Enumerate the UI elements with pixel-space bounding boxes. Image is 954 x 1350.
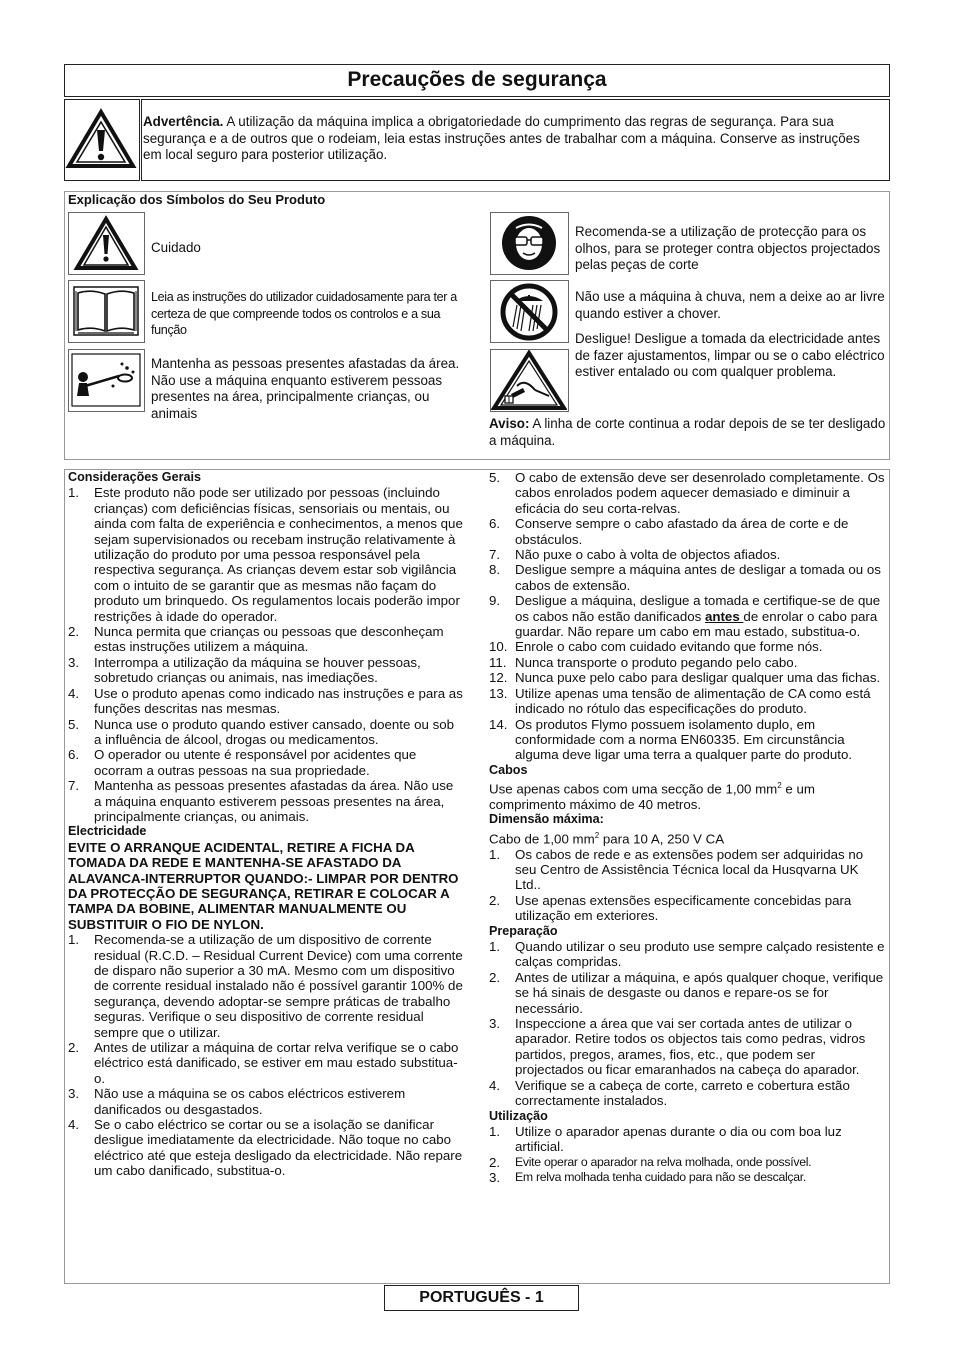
notice-body: A linha de corte continua a rodar depois de se ter desligado a máquina.: [489, 416, 886, 448]
max-dimension-list: [489, 847, 886, 924]
max-dimension-text: Cabo de 1,00 $mm^2$ para 10 A, 250 V CA: [489, 830, 725, 847]
page-title: Precauções de segurança: [64, 64, 890, 97]
list-item: 2. Antes de utilizar a máquina, e após qualquer choque, verifique se há sinais de desgaste ou danos e repare-os se for necessário.: [489, 969, 884, 1016]
unplug-warning-icon: [491, 350, 567, 410]
caution-text: Cuidado: [151, 240, 201, 255]
list-item: 7. Não puxe o cabo à volta de objectos afiados.: [489, 547, 781, 563]
manual-text: Leia as instruções do utilizador cuidadosamente para ter a certeza de que compreende todos os controlos e a sua função: [151, 290, 457, 337]
warning-body: A utilização da máquina implica a obrigatoriedade do cumprimento das regras de segurança. Para sua segurança e a de outros que o rodeiam, leia estas instruções antes de trabalhar com a máquina. Conserve as instruções em local seguro para posterior utilização.: [143, 114, 860, 162]
open-book-icon: [69, 281, 143, 341]
list-item: 11. Nunca transporte o produto pegando pelo cabo.: [489, 654, 798, 670]
list-item: 3. Em relva molhada tenha cuidado para não se descalçar.: [489, 1170, 807, 1186]
max-dimension-heading: Dimensão máxima:: [489, 812, 604, 827]
eye-protection-icon: [491, 213, 567, 273]
list-item: 4. Verifique se a cabeça de corte, carreto e cobertura estão correctamente instalados.: [489, 1077, 850, 1109]
right-column: [489, 470, 886, 1186]
list-item: 1. Este produto não pode ser utilizado por pessoas (incluindo crianças) com deficiências físicas, sensoriais ou mentais, ou ainda com falta de experiência e conhecimentos, a menos que sejam supervisionados ou recebam instrução relativamente à utilização do produto por uma pessoa responsável pela respectiva segurança. As crianças devem estar sob vigilância com o intuito de se garantir que as mesmas não façam do produto um brinquedo. Os regulamentos locais poderão impor restrições à idade do operador.: [68, 485, 463, 624]
list-item: 8. Desligue sempre a máquina antes de desligar a tomada ou os cabos de extensão.: [489, 562, 881, 593]
list-item: 2. Evite operar o aparador na relva molhada, onde possível.: [489, 1154, 812, 1170]
bystanders-text: Mantenha as pessoas presentes afastadas da área. Não use a máquina enquanto estiverem pessoas presentes na área, principalmente crianças, ou animais: [151, 356, 460, 421]
use-heading: Utilização: [489, 1108, 548, 1123]
unplug-icon-frame: [490, 349, 569, 412]
caution-icon-frame: [68, 212, 145, 275]
electricity-list-continued: [489, 470, 886, 763]
list-item: 14. Os produtos Flymo possuem isolamento duplo, em conformidade com a norma EN60335. Em circunstância alguma deve ligar uma terra a qualquer parte do produto.: [489, 716, 853, 763]
list-item: 13. Utilize apenas uma tensão de alimentação de CA como está indicado no rótulo das especificações do produto.: [489, 685, 871, 717]
caution-triangle-icon: [69, 213, 143, 273]
cables-text: Use apenas cabos com uma secção de 1,00 $mm^2$ e um comprimento máximo de 40 metros.: [489, 781, 815, 812]
list-item: 1. Quando utilizar o seu produto use sempre calçado resistente e calças compridas.: [489, 939, 885, 970]
left-column: [68, 470, 464, 1179]
notice-text: [489, 416, 887, 449]
electricity-warning: EVITE O ARRANQUE ACIDENTAL, RETIRE A FICHA DA TOMADA DA REDE E MANTENHA-SE AFASTADO DA ALAVANCA-INTERRUPTOR QUANDO:- LIMPAR POR DENTRO DA PROTECÇÃO DE SEGURANÇA, RETIRAR E COLOCAR A TAMPA DA BOBINE, ALIMENTAR MANUALMENTE OU SUBSTITUIR O FIO DE NYLON.: [68, 839, 459, 932]
list-item: 3. Não use a máquina se os cabos eléctricos estiverem danificados ou desgastados.: [68, 1086, 406, 1117]
warning-label: Advertência.: [143, 114, 224, 129]
list-item: 4. Use o produto apenas como indicado nas instruções e para as funções descritas nas mesmas.: [68, 685, 463, 717]
list-item: 1. Recomenda-se a utilização de um dispositivo de corrente residual (R.C.D. – Residual Current Device) com uma corrente de disparo não superior a 30 mA. Mesmo com um dispositivo de corrente residual instalado não é possível garantir 100% de segurança, devendo adoptar-se sempre práticas de trabalho seguras. Verifique o seu dispositivo de corrente residual sempre que o utilizar.: [68, 932, 463, 1040]
list-item: 5. Nunca use o produto quando estiver cansado, doente ou sob a influência de álcool, drogas ou medicamentos.: [68, 716, 455, 747]
no-rain-text: Não use a máquina à chuva, nem a deixe ao ar livre quando estiver a chover.: [575, 289, 885, 321]
warning-text: [141, 99, 890, 181]
no-rain-icon-frame: [490, 280, 569, 343]
list-item: 2. Use apenas extensões especificamente concebidas para utilização em exteriores.: [489, 892, 852, 924]
electricity-list: [68, 932, 464, 1179]
use-list: [489, 1124, 886, 1186]
eye-protection-icon-frame: [490, 212, 569, 275]
list-item: 6. O operador ou utente é responsável por acidentes que ocorram a outras pessoas na sua propriedade.: [68, 747, 417, 778]
list-item: 12. Nunca puxe pelo cabo para desligar qualquer uma das fichas.: [489, 670, 881, 686]
list-item: 3. Inspeccione a área que vai ser cortada antes de utilizar o aparador. Retire todos os objectos tais como pedras, vidros partidos, pregos, arames, fios, etc., que podem ser projectados ou ficar emaranhados na cabeça do aparador.: [489, 1016, 866, 1078]
list-item: 5. O cabo de extensão deve ser desenrolado completamente. Os cabos enrolados podem aquecer demasiado e diminuir a eficácia do seu corta-relvas.: [489, 470, 885, 516]
list-item: 2. Antes de utilizar a máquina de cortar relva verifique se o cabo eléctrico está danificado, se estiver em mau estado substitua-o.: [68, 1040, 459, 1086]
list-item: 6. Conserve sempre o cabo afastado da área de corte e de obstáculos.: [489, 516, 849, 547]
list-item: 3. Interrompa a utilização da máquina se houver pessoas, sobretudo crianças ou animais, nas imediações.: [68, 654, 421, 686]
general-heading: Considerações Gerais: [68, 470, 201, 484]
warning-icon-box: [64, 99, 140, 181]
preparation-list: [489, 939, 886, 1108]
list-item: 2. Nunca permita que crianças ou pessoas que desconheçam estas instruções utilizem a máquina.: [68, 624, 444, 655]
notice-label: Aviso:: [489, 416, 530, 431]
manual-icon-frame: [68, 280, 145, 343]
unplug-text: Desligue! Desligue a tomada da electricidade antes de fazer ajustamentos, limpar ou se o cabo eléctrico estiver entalado ou com qualquer problema.: [575, 331, 885, 379]
list-item: 1. Utilize o aparador apenas durante o dia ou com boa luz artificial.: [489, 1123, 842, 1155]
list-item: 1. Os cabos de rede e as extensões podem ser adquiridas no seu Centro de Assistência Técnica local da Husqvarna UK Ltd..: [489, 846, 864, 893]
preparation-heading: Preparação: [489, 923, 558, 938]
list-item: 7. Mantenha as pessoas presentes afastadas da área. Não use a máquina enquanto estiverem pessoas presentes na área, principalmente crianças, ou animais.: [68, 778, 454, 824]
warning-triangle-icon: [65, 100, 138, 179]
bystanders-trimmer-icon: [69, 350, 143, 410]
symbols-heading: Explicação dos Símbolos do Seu Produto: [68, 192, 326, 207]
eye-protection-text: Recomenda-se a utilização de protecção para os olhos, para se proteger contra objectos projectados pelas peças de corte: [575, 224, 881, 272]
no-rain-icon: [491, 281, 567, 341]
cables-heading: Cabos: [489, 762, 528, 777]
underlined-before: antes: [704, 608, 744, 624]
list-item: 10. Enrole o cabo com cuidado evitando que forme nós.: [489, 639, 823, 655]
page-footer: PORTUGUÊS - 1: [384, 1285, 579, 1311]
bystanders-icon-frame: [68, 349, 145, 412]
list-item: 4. Se o cabo eléctrico se cortar ou se a isolação se danificar desligue imediatamente da electricidade. Não toque no cabo eléctrico até que esteja desligado da electricidade. Não repare um cabo danificado, substitua-o.: [68, 1117, 463, 1179]
general-list: [68, 485, 464, 824]
list-item: 9. Desligue a máquina, desligue a tomada e certifique-se de que os cabos não estão danificados antes de enrolar o cabo para guardar. Não repare um cabo em mau estado, substitua-o.: [489, 593, 881, 640]
electricity-heading: Electricidade: [68, 824, 147, 839]
